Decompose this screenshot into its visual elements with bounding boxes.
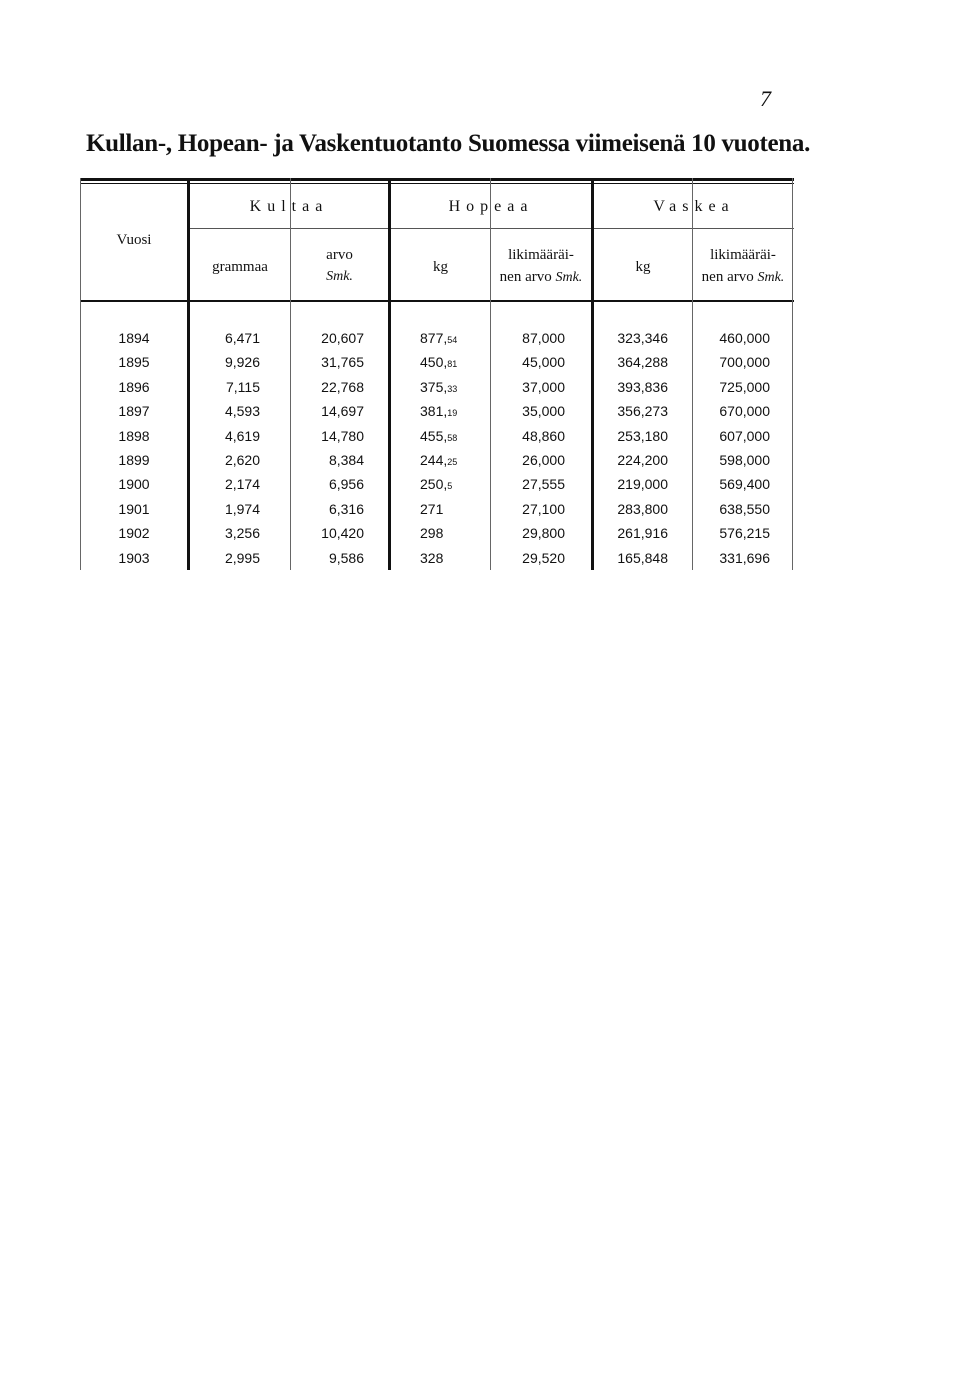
- header-copper-value-unit: Smk.: [757, 270, 785, 285]
- table-row: [80, 377, 794, 401]
- cell-gold-grams: 6,471: [224, 330, 260, 346]
- cell-silver-kg-int: 877,: [420, 330, 448, 346]
- cell-copper-kg: 356,273: [617, 403, 668, 420]
- header-copper-value-label2: nen arvo: [701, 269, 754, 285]
- cell-silver-kg: [420, 525, 443, 541]
- cell-gold-grams: 2,995: [224, 549, 260, 566]
- cell-silver-kg-int: 381,: [420, 403, 448, 420]
- cell-copper-value: 598,000: [719, 452, 770, 468]
- group-divider-rule: [188, 228, 794, 229]
- cell-silver-kg-frac: 58: [447, 432, 458, 443]
- table-row: [80, 474, 794, 498]
- table-row: [80, 523, 794, 547]
- cell-year: 1902: [118, 525, 150, 542]
- cell-gold-value: 20,607: [321, 330, 364, 346]
- cell-silver-kg: [420, 403, 457, 419]
- header-year: Vuosi: [116, 232, 152, 248]
- header-silver-value-label2: nen arvo: [499, 269, 552, 285]
- cell-gold-value: 14,780: [321, 427, 364, 444]
- cell-copper-value: 331,696: [719, 549, 770, 566]
- header-silver-value-label1: likimääräi-: [508, 247, 574, 263]
- table-row: [80, 499, 794, 523]
- cell-silver-kg-int: 298: [420, 525, 444, 542]
- cell-silver-kg-frac: 81: [447, 359, 458, 370]
- production-table: [80, 178, 794, 570]
- cell-silver-value: 29,800: [522, 525, 565, 542]
- table-row: [80, 328, 794, 352]
- header-copper-value-label2-wrap: [693, 266, 793, 289]
- cell-year: 1896: [118, 378, 150, 395]
- header-gold-value-unit: Smk.: [326, 269, 353, 284]
- cell-year: 1901: [118, 500, 150, 517]
- cell-silver-value: 35,000: [522, 403, 565, 420]
- cell-silver-kg-frac: 54: [447, 335, 458, 345]
- cell-silver-kg: [420, 476, 452, 492]
- cell-gold-value: 8,384: [328, 452, 364, 468]
- cell-gold-grams: 4,619: [224, 427, 260, 444]
- cell-silver-value: 87,000: [522, 330, 565, 346]
- cell-gold-value: 6,316: [328, 500, 364, 517]
- cell-silver-kg-int: 328: [420, 549, 444, 566]
- header-gold-grams: grammaa: [212, 259, 268, 275]
- cell-copper-value: 569,400: [719, 476, 770, 493]
- cell-silver-kg-int: 271: [420, 500, 444, 517]
- cell-silver-kg: [420, 501, 443, 517]
- cell-copper-value: 725,000: [719, 378, 770, 395]
- cell-silver-kg: [420, 354, 457, 370]
- cell-silver-kg-int: 250,: [420, 476, 448, 493]
- cell-copper-value: 460,000: [719, 330, 770, 346]
- header-copper-group: Vaskea: [653, 198, 735, 215]
- cell-silver-value: 45,000: [522, 354, 565, 371]
- cell-copper-kg: 224,200: [617, 452, 668, 468]
- page-number: 7: [760, 86, 771, 111]
- cell-copper-kg: 393,836: [617, 378, 668, 395]
- cell-year: 1903: [118, 549, 150, 566]
- cell-silver-kg: [420, 330, 457, 346]
- cell-gold-value: 9,586: [328, 549, 364, 566]
- cell-copper-kg: 165,848: [617, 549, 668, 566]
- header-silver-value: [491, 244, 591, 289]
- table-row: [80, 352, 794, 376]
- cell-silver-kg-int: 375,: [420, 378, 448, 395]
- header-silver-kg: kg: [433, 259, 448, 275]
- header-silver-value-unit: Smk.: [555, 270, 583, 285]
- cell-copper-value: 638,550: [719, 500, 770, 517]
- table-row: [80, 450, 794, 474]
- cell-gold-value: 10,420: [321, 525, 364, 542]
- cell-year: 1895: [118, 354, 150, 371]
- cell-gold-value: 31,765: [321, 354, 364, 371]
- header-copper-value-label1: likimääräi-: [710, 247, 776, 263]
- table-row: [80, 548, 794, 572]
- header-gold-group: Kultaa: [249, 198, 329, 215]
- cell-silver-kg: [420, 379, 457, 395]
- cell-silver-kg: [420, 452, 457, 468]
- cell-copper-value: 670,000: [719, 403, 770, 420]
- header-silver-value-label2-wrap: [491, 266, 591, 289]
- cell-copper-kg: 219,000: [617, 476, 668, 493]
- cell-copper-kg: 364,288: [617, 354, 668, 371]
- cell-gold-value: 6,956: [328, 476, 364, 493]
- cell-silver-kg-int: 455,: [420, 427, 448, 444]
- cell-year: 1897: [118, 403, 150, 420]
- cell-silver-kg-frac: 33: [447, 383, 458, 394]
- cell-copper-value: 607,000: [719, 427, 770, 444]
- cell-copper-kg: 283,800: [617, 500, 668, 517]
- table-row: [80, 426, 794, 450]
- table-row: [80, 401, 794, 425]
- cell-year: 1898: [118, 427, 150, 444]
- cell-silver-kg-frac: 5: [447, 481, 453, 492]
- cell-silver-value: 29,520: [522, 549, 565, 566]
- cell-copper-value: 576,215: [719, 525, 770, 542]
- cell-silver-kg: [420, 428, 457, 444]
- header-gold-value: [291, 244, 388, 288]
- header-copper-value: [693, 244, 793, 289]
- header-gold-value-label: arvo: [326, 247, 353, 263]
- cell-copper-kg: 253,180: [617, 427, 668, 444]
- cell-silver-value: 27,100: [522, 500, 565, 517]
- cell-silver-kg-frac: 25: [447, 457, 458, 467]
- cell-gold-grams: 3,256: [224, 525, 260, 542]
- cell-silver-value: 26,000: [522, 452, 565, 468]
- cell-gold-value: 22,768: [321, 378, 364, 395]
- cell-silver-value: 37,000: [522, 378, 565, 395]
- cell-gold-grams: 2,174: [224, 476, 260, 493]
- cell-gold-grams: 2,620: [224, 452, 260, 468]
- cell-year: 1899: [118, 452, 150, 468]
- cell-silver-kg-frac: 19: [447, 408, 458, 419]
- cell-silver-kg: [420, 550, 443, 566]
- cell-silver-value: 48,860: [522, 427, 565, 444]
- header-copper-kg: kg: [635, 259, 651, 275]
- cell-copper-kg: 261,916: [617, 525, 668, 542]
- cell-year: 1900: [118, 476, 150, 493]
- cell-gold-grams: 4,593: [224, 403, 260, 420]
- cell-gold-grams: 7,115: [226, 378, 260, 395]
- cell-silver-kg-int: 244,: [420, 452, 448, 468]
- cell-silver-kg-int: 450,: [420, 354, 448, 371]
- cell-year: 1894: [118, 330, 150, 346]
- header-silver-group: Hopeaa: [448, 198, 534, 215]
- cell-copper-value: 700,000: [719, 354, 770, 371]
- cell-silver-value: 27,555: [522, 476, 565, 493]
- cell-gold-grams: 1,974: [224, 500, 260, 517]
- cell-copper-kg: 323,346: [617, 330, 668, 346]
- cell-gold-value: 14,697: [321, 403, 364, 420]
- page-title: Kullan-, Hopean- ja Vaskentuotanto Suomessa viimeisenä 10 vuotena.: [86, 130, 811, 157]
- cell-gold-grams: 9,926: [224, 354, 260, 371]
